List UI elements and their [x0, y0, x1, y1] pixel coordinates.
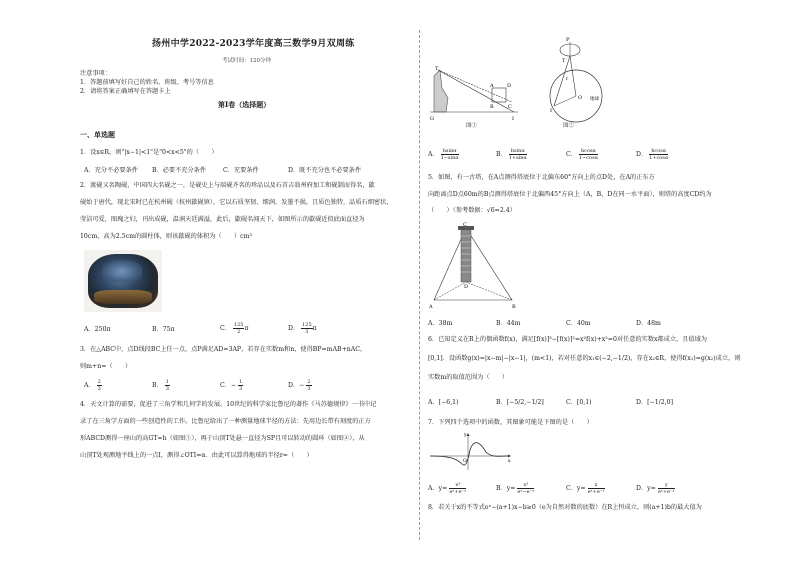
- q4-line-2: 录了在三角学方面的一些创造性的工作。比鲁尼给出了一种测量地球半径的方法：先用边长带有刻度的正方: [80, 418, 371, 425]
- svg-text:P: P: [566, 37, 570, 43]
- q2-option-d-frac: [301, 322, 313, 335]
- q7-option-a[interactable]: [428, 482, 466, 495]
- svg-text:y: y: [464, 433, 467, 438]
- frac-num: 2: [97, 379, 101, 385]
- q7-option-b-frac: [517, 482, 534, 495]
- notes-title: 注意事项：: [80, 70, 111, 77]
- frac-den: 3: [165, 386, 169, 392]
- svg-text:I: I: [550, 108, 552, 114]
- earth-label: 地球: [590, 97, 599, 102]
- q2-line-2: 砚始于唐代，现北宋时已在杭州砚（杭州歙砚镇），它以石质坚韧、细润、发墨不损，且质色独特，品质石细密状，: [80, 199, 393, 206]
- svg-text:T: T: [562, 58, 566, 64]
- svg-text:A: A: [429, 304, 433, 310]
- q1-stem: 1．设x∈R，则"|x−1|<1"是"0<x<5"的（ ）: [80, 149, 218, 156]
- figure-1-label: 图①: [466, 123, 478, 129]
- q4-option-a[interactable]: [428, 148, 459, 161]
- q2-option-d-label: D．: [288, 325, 300, 332]
- pi-suffix: π: [244, 325, 249, 332]
- figure-2-label: 图②: [563, 123, 575, 129]
- q8-stem: 8．若关于x的不等式eˣ−(a+1)x−b≥0（e为自然对数的底数）在R上恒成立，则(a+1)b的最大值为: [428, 504, 702, 511]
- q3-option-d-frac: [306, 379, 311, 392]
- frac-den: eˣ+e⁻ˣ: [587, 489, 605, 495]
- q7-option-a-frac: [449, 482, 466, 495]
- q5-option-b[interactable]: B．44m: [496, 320, 521, 327]
- frac-den: 1+sinα: [508, 155, 527, 161]
- q2-line-3: 莹洁可爱，图瑰之妇，刊出成砚，温润天廷满溢，此后，歙砚名闻天下，如图所示的歙砚近似底面直径为: [80, 216, 365, 223]
- q2-line-4: 10cm，高为2.5cm的圆柱体，则该歙砚的体积为（ ）cm³: [80, 233, 252, 240]
- frac-den: eˣ+e⁻ˣ: [657, 489, 675, 495]
- q7-option-b-label: B．y=: [496, 485, 516, 492]
- q4-option-b[interactable]: [496, 148, 527, 161]
- q3-option-c-frac: [238, 379, 243, 392]
- frac-num: x: [588, 482, 605, 489]
- q7-option-b[interactable]: [496, 482, 534, 495]
- svg-text:G: G: [430, 116, 434, 122]
- q2-option-a[interactable]: A．250π: [84, 326, 111, 333]
- svg-text:O: O: [463, 459, 467, 464]
- frac-num: x³: [449, 482, 466, 489]
- q6-option-c[interactable]: C．[0,1): [566, 399, 592, 406]
- q3-option-d[interactable]: [288, 379, 312, 392]
- q6-option-b[interactable]: B．[−5/2,−1/2]: [496, 399, 544, 406]
- frac-num: 125: [233, 322, 244, 328]
- svg-text:B: B: [490, 104, 494, 110]
- q7-option-c-label: C．y=: [566, 485, 586, 492]
- svg-text:I: I: [512, 116, 514, 122]
- q3-option-c-label: C．−: [220, 382, 237, 389]
- page-title: 扬州中学2022-2023学年度高三数学9月双周练: [152, 39, 355, 49]
- inkstone-photo: [84, 250, 162, 312]
- q4-option-d-label: D．: [636, 151, 648, 158]
- svg-text:B: B: [512, 304, 516, 310]
- frac-num: hsinα: [441, 148, 459, 155]
- svg-text:A: A: [490, 83, 494, 89]
- frac-num: 2: [307, 379, 311, 385]
- q3-option-b-frac: [165, 379, 170, 392]
- q2-option-c-frac: [233, 322, 245, 335]
- q4-option-b-label: B．: [496, 151, 507, 158]
- q4-option-d[interactable]: [636, 148, 668, 161]
- note-2: 2．请将答案正确填写在答题卡上: [80, 88, 171, 95]
- q5-option-a[interactable]: A．38m: [428, 320, 453, 327]
- q5-line-2: 向距离点D点60m的B点测得塔底位于北偏西45°方向上（A，B，D在同一水平面），则塔的高度CD约为: [428, 191, 712, 198]
- q7-option-d[interactable]: [636, 482, 675, 495]
- q2-option-c-label: C．: [220, 325, 231, 332]
- frac-den: eˣ+e⁻ˣ: [449, 489, 467, 495]
- q1-option-a[interactable]: A．充分不必要条件: [84, 167, 138, 174]
- svg-text:O: O: [578, 95, 583, 101]
- note-1: 1．答题前填写好自己的姓名、班级、考号等信息: [80, 79, 214, 86]
- q6-line-3: 实数m的取值范围为（ ）: [428, 374, 509, 381]
- q4-option-c-label: C．: [566, 151, 577, 158]
- q3-option-c[interactable]: [220, 379, 243, 392]
- q4-line-3: 形ABCD测得一座山的高GT=h（如图①），再于山顶T处悬一直径为SP且可以转动的圆环（如图②），从: [80, 435, 365, 442]
- svg-text:C: C: [508, 104, 512, 110]
- q3-option-d-label: D．−: [288, 382, 305, 389]
- frac-den: 1+cosα: [649, 155, 669, 161]
- q4-option-a-label: A．: [428, 151, 439, 158]
- q1-option-b[interactable]: B．必要不充分条件: [152, 167, 207, 174]
- svg-text:r: r: [566, 77, 569, 82]
- q1-option-d[interactable]: D．既不充分也不必要条件: [288, 167, 362, 174]
- q6-option-d[interactable]: D．[−1/2,0]: [636, 399, 674, 406]
- q7-stem: 7．下列四个选项中的函数，其图象可能是下图的是（ ）: [428, 419, 593, 426]
- q4-option-b-frac: [509, 148, 527, 161]
- figure-1-mountain: [428, 58, 520, 124]
- frac-den: 3: [305, 329, 309, 335]
- q3-option-a-label: A．: [84, 382, 95, 389]
- svg-text:C: C: [463, 222, 467, 228]
- frac-num: hsinα: [509, 148, 527, 155]
- frac-den: 2: [237, 329, 241, 335]
- frac-num: x³: [517, 482, 534, 489]
- q4-option-d-frac: [649, 148, 668, 161]
- svg-text:T: T: [435, 66, 439, 72]
- frac-num: y: [658, 482, 675, 489]
- q5-line-1: 5．如图，有一古塔，在A点测得塔底位于北偏东60°方向上的点D处，在A的正东方: [428, 174, 655, 181]
- frac-num: 125: [302, 322, 312, 328]
- figure-2-earth: [540, 36, 620, 124]
- pi-suffix: π: [312, 325, 317, 332]
- q3-line-2: 则m+n=（ ）: [80, 363, 132, 370]
- frac-den: 3: [307, 386, 311, 392]
- q2-option-b[interactable]: B．75π: [152, 326, 175, 333]
- q3-option-b[interactable]: [152, 379, 170, 392]
- frac-den: 3: [97, 386, 101, 392]
- frac-den: 3: [239, 386, 243, 392]
- part-title: 第I卷（选择题）: [218, 100, 271, 109]
- q6-line-2: [0,1]．设函数g(x)=|x−m|−|x−1|，(m<1)，若对任意的x₁∈(−2,−1/2)，存在x₂∈R，使得f(x₁)=g(x₂)成立，则: [428, 355, 741, 362]
- frac-den: 1−sinα: [440, 155, 459, 161]
- frac-den: eˣ−e⁻ˣ: [517, 489, 535, 495]
- exam-time: 考试时间：120分钟: [222, 58, 271, 64]
- q2-option-d[interactable]: [288, 322, 317, 335]
- section-title: 一、单选题: [80, 130, 115, 139]
- q7-option-d-label: D．y=: [636, 485, 656, 492]
- q6-option-a[interactable]: A．[−6,1): [428, 399, 459, 406]
- q7-option-c-frac: [588, 482, 605, 495]
- q4-option-c-frac: [579, 148, 598, 161]
- q5-option-c[interactable]: C．40m: [566, 320, 591, 327]
- q3-option-b-label: B．: [152, 382, 163, 389]
- q4-line-4: 山顶T处观测地平线上的一点I，测得∠OTI=α．由此可以算得地球的半径r=（ ）: [80, 452, 313, 459]
- q7-option-a-label: A．y=: [428, 485, 448, 492]
- frac-num: hcosα: [649, 148, 668, 155]
- q5-option-d[interactable]: D．48m: [636, 320, 661, 327]
- svg-text:D: D: [507, 83, 512, 89]
- frac-num: 1: [239, 379, 243, 385]
- q7-option-c[interactable]: [566, 482, 605, 495]
- column-divider: [419, 30, 420, 540]
- q4-line-1: 4．天文计算的需要，促进了三角学和几何学的发展。10世纪的科学家比鲁尼的著作《马苏德规律》一书中记: [80, 401, 377, 408]
- q4-option-c[interactable]: [566, 148, 598, 161]
- frac-num: 1: [165, 379, 169, 385]
- q2-line-1: 2．渡砚又名陶砚，中国四大名砚之一，是砚史上与端砚齐名的珍品以及石首吉翁州府加工和砚制而得名，歙: [80, 182, 375, 189]
- svg-text:D: D: [464, 284, 469, 290]
- svg-text:x: x: [508, 459, 511, 464]
- figure-tower: [428, 222, 520, 312]
- frac-num: hcosα: [579, 148, 598, 155]
- q5-line-3: （ ）（参考数据：√6≈2.4）: [428, 207, 516, 214]
- q3-option-a-frac: [97, 379, 102, 392]
- q4-option-a-frac: [441, 148, 459, 161]
- q1-option-c[interactable]: C．充要条件: [223, 167, 259, 174]
- q6-line-1: 6．已知定义在R上的偶函数f(x)，满足[f(x)]³−[f(x)]²=x²f(x)+x²=0对任意的实数x都成立，且值域为: [428, 336, 707, 343]
- figure-q7-graph: [428, 432, 512, 472]
- frac-den: 1−cosα: [578, 155, 599, 161]
- q3-option-a[interactable]: [84, 379, 102, 392]
- q2-option-c[interactable]: [220, 322, 249, 335]
- q3-line-1: 3．在△ABC中，点D线段BC上任一点，点P满足AD=3AP，若存在实数m和n，使得BP=mAB+nAC，: [80, 346, 367, 353]
- q7-option-d-frac: [658, 482, 675, 495]
